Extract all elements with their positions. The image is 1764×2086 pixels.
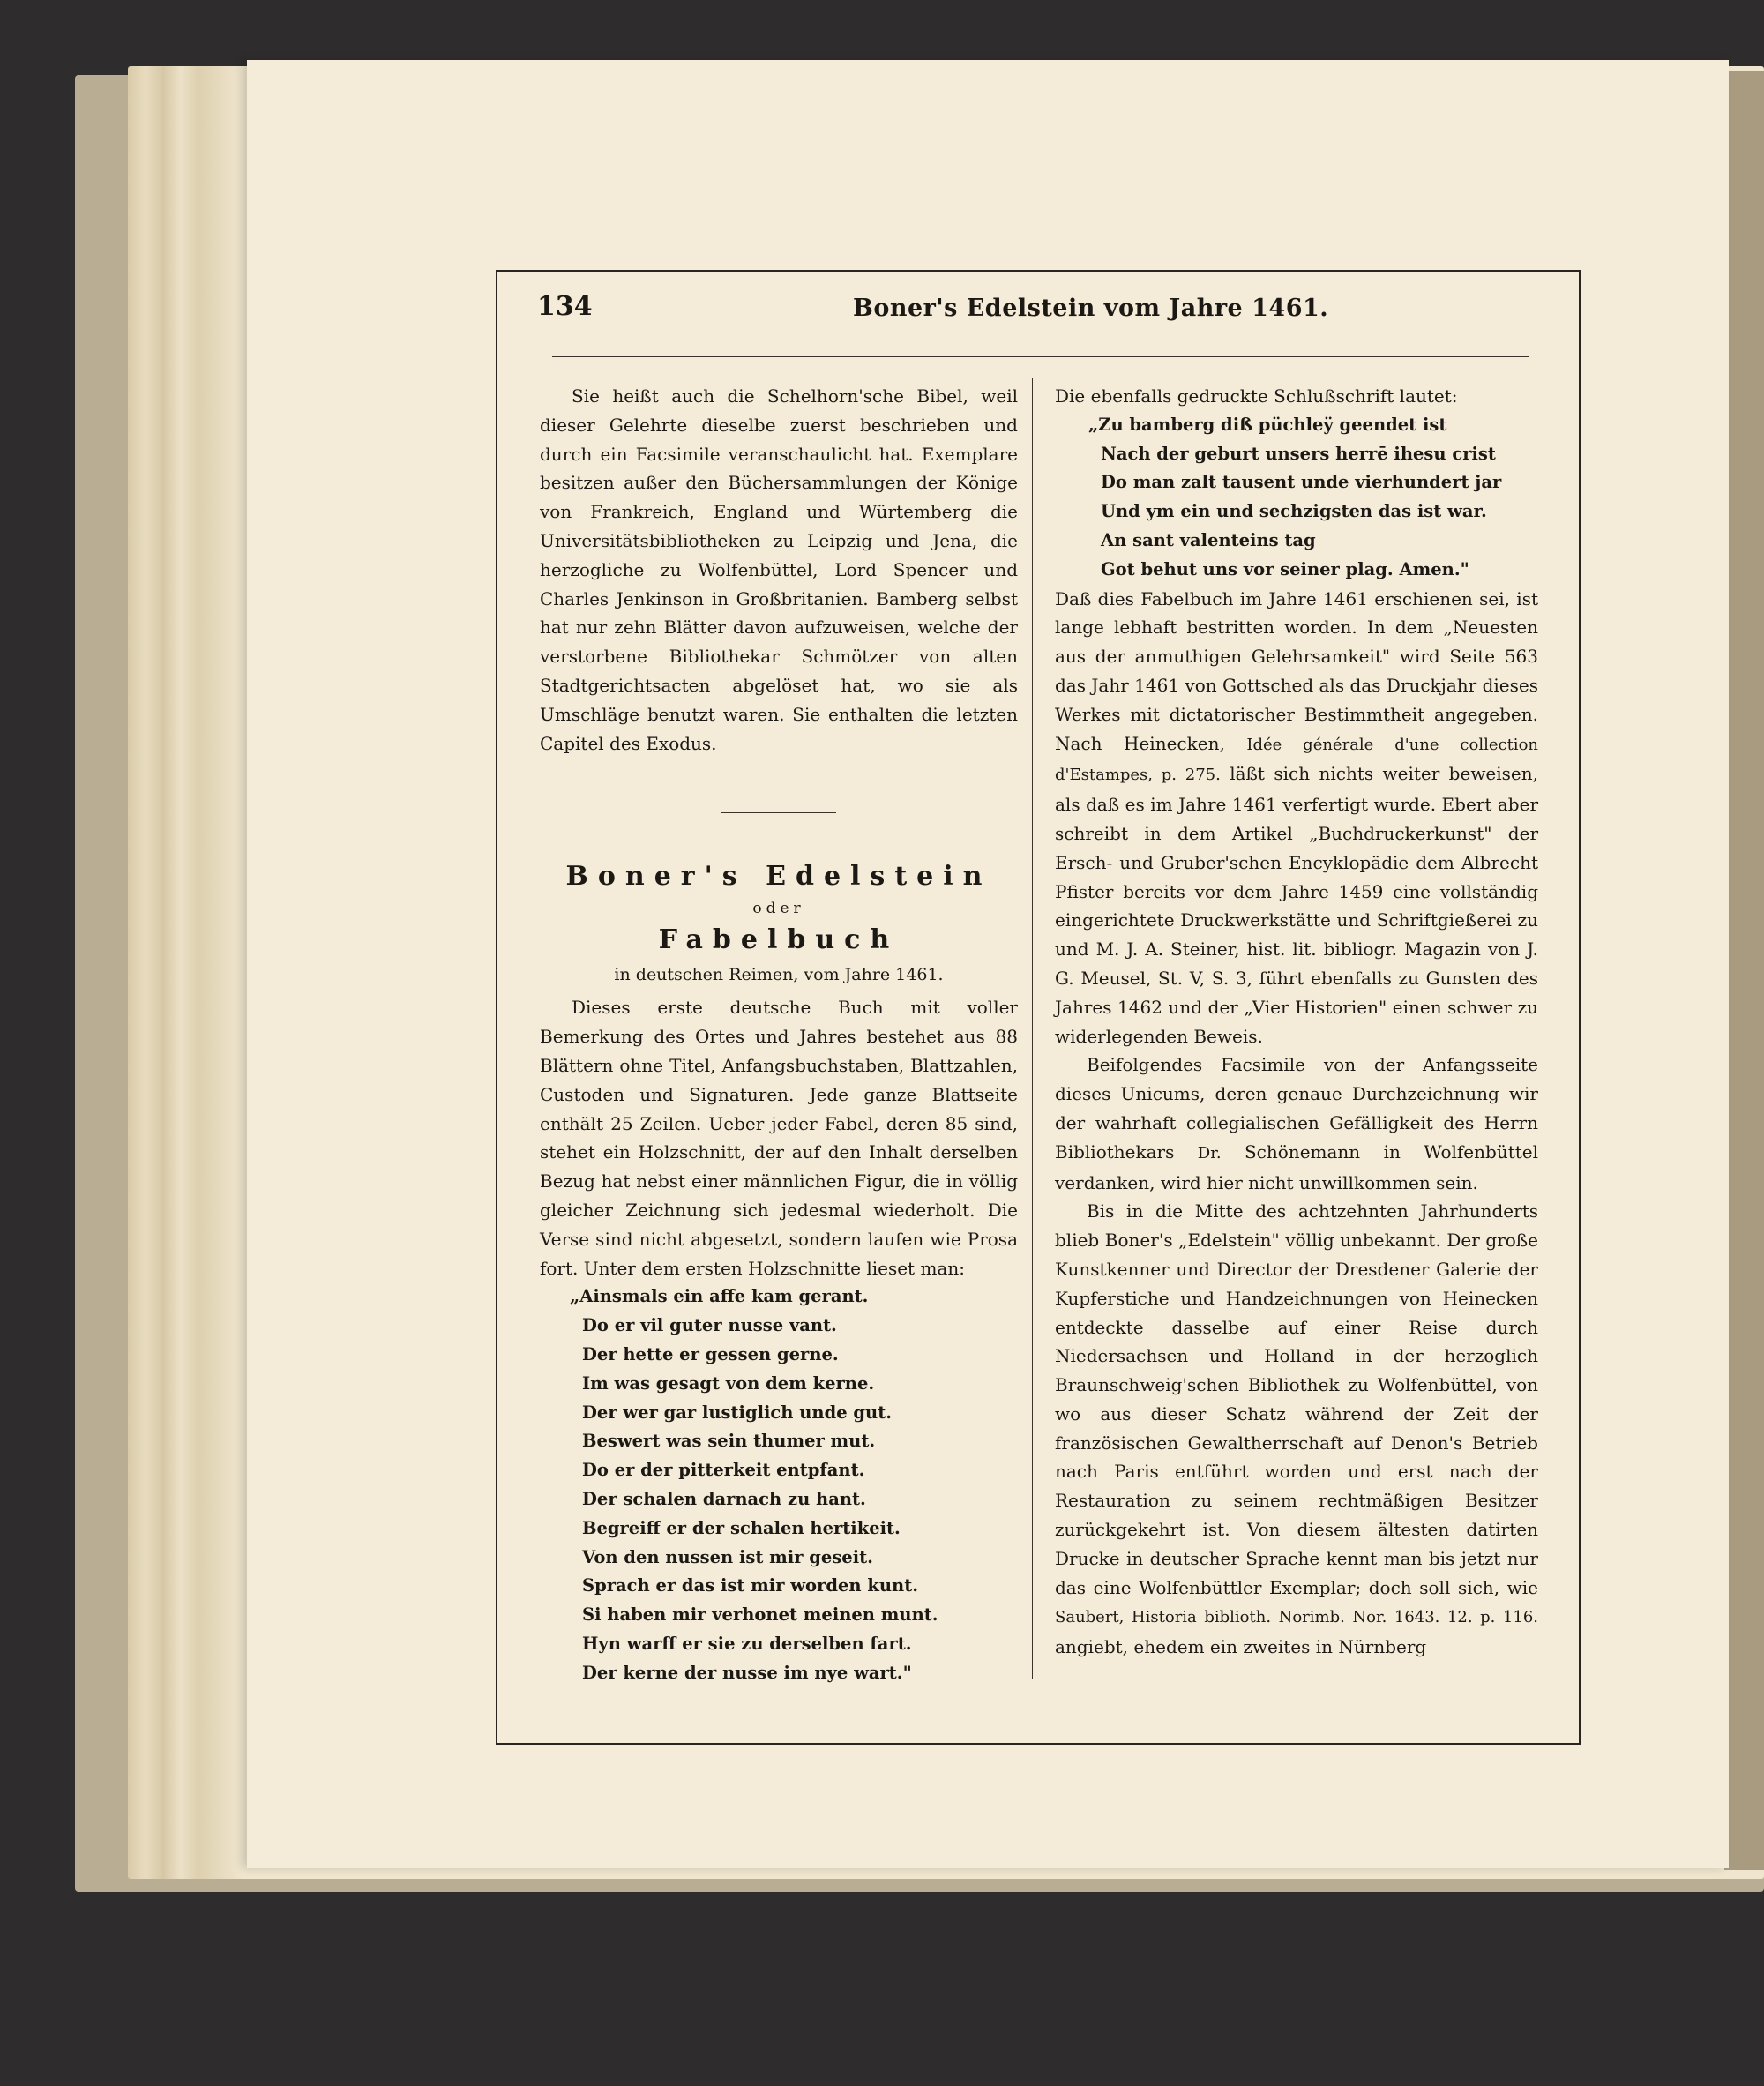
verse-line: Sprach er das ist mir worden kunt.: [582, 1575, 918, 1596]
verse-line: Der kerne der nusse im nye wart.": [582, 1662, 912, 1683]
paragraph-history: [1055, 1197, 1538, 1662]
colophon-verse: [1055, 411, 1538, 585]
section-title-fabelbuch: Fabelbuch: [658, 924, 900, 956]
verse-line: Nach der geburt unsers herrē ihesu crist: [1101, 443, 1496, 464]
text-run: Bis in die Mitte des achtzehnten Jahrhunderts blieb Boner's „Edelstein" völlig unbekannt. Der große Kunstkenner und Director der Dresdener Galerie der Kupferstiche und Handzeichnungen von Heinecken entdeckte dasselbe auf einer Reise durch Niedersachsen und Holland in der herzoglich Braunschweig'schen Bibliothek zu Wolfenbüttel, von wo aus dieser Schatz während der Zeit der französischen Gewaltherrschaft auf Denon's Betrieb nach Paris entführt worden und erst nach der Restauration zu seinem rechtmäßigen Besitzer zurückgekehrt ist. Von diesem ältesten datirten Drucke in deutscher Sprache kennt man bis jetzt nur das eine Wolfenbüttler Exemplar; doch soll sich, wie: [1055, 1200, 1538, 1598]
citation-saubert: Saubert, Historia biblioth. Norimb. Nor. 1643. 12. p. 116.: [1055, 1608, 1538, 1627]
paragraph-facsimile: [1055, 1050, 1538, 1197]
running-title: Boner's Edelstein vom Jahre 1461.: [853, 295, 1329, 322]
right-column: [1055, 382, 1538, 1662]
section-title: Boner's Edelstein: [565, 861, 992, 893]
left-column: [540, 382, 1018, 1687]
verse-line: Got behut uns vor seiner plag. Amen.": [1101, 558, 1469, 579]
intro-paragraph: Sie heißt auch die Schelhorn'sche Bibel, weil dieser Gelehrte dieselbe zuerst beschrieben und durch ein Facsimile veranschaulicht hat. Exemplare besitzen außer den Büchersammlungen der Könige von Frankreich, England und Würtemberg die Universitätsbibliotheken zu Leipzig und Jena, die herzogliche zu Wolfenbüttel, Lord Spencer und Charles Jenkinson in Großbritanien. Bamberg selbst hat nur zehn Blätter davon aufzuweisen, welche der verstorbene Bibliothekar Schmötzer von alten Stadtgerichtsacten abgelöset hat, wo sie als Umschläge benutzt waren. Sie enthalten die letzten Capitel des Exodus.: [540, 385, 1018, 754]
verse-line: Hyn warff er sie zu derselben fart.: [582, 1633, 912, 1654]
page-number: 134: [537, 291, 593, 322]
colophon-intro: Die ebenfalls gedruckte Schlußschrift lautet:: [1055, 385, 1458, 407]
next-page-edge: [1724, 71, 1764, 1870]
text-run: läßt sich nichts weiter beweisen, als daß es im Jahre 1461 verfertigt wurde. Ebert aber schreibt in dem Artikel „Buchdruckerkunst" der Ersch- und Gruber'schen Encyklopädie dem Albrecht Pfister bereits vor dem Jahre 1459 eine vollständig eingerichtete Druckwerkstätte und Schriftgießerei zu und M. J. A. Steiner, hist. lit. bibliogr. Magazin von J. G. Meusel, St. V, S. 3, führt ebenfalls zu Gunsten des Jahres 1462 und der „Vier Historien" einen schwer zu widerlegenden Beweis.: [1055, 763, 1539, 1047]
section-divider: [721, 812, 836, 813]
header-rule: [552, 356, 1529, 357]
verse-line: Si haben mir verhonet meinen munt.: [582, 1604, 938, 1626]
text-run: Schönemann in Wolfenbüttel verdanken, wird hier nicht unwillkommen sein.: [1055, 1140, 1539, 1193]
verse-line: Und ym ein und sechzigsten das ist war.: [1101, 501, 1487, 522]
text-run: Daß dies Fabelbuch im Jahre 1461 erschienen sei, ist lange lebhaft bestritten worden. In dem „Neuesten aus der anmuthigen Gelehrsamkeit" wird Seite 563 das Jahr 1461 von Gottsched als das Druckjahr dieses Werkes mit dictatorischer Bestimmtheit angegeben. Nach Heinecken,: [1055, 587, 1538, 754]
paragraph-dating: [1055, 585, 1538, 1051]
verse-line: Der wer gar lustiglich unde gut.: [582, 1402, 893, 1423]
section-title-oder: oder: [752, 900, 805, 918]
body-paragraph: Dieses erste deutsche Buch mit voller Bemerkung des Ortes und Jahres bestehet aus 88 Blättern ohne Titel, Anfangsbuchstaben, Blattzahlen, Custoden und Signaturen. Jede ganze Blattseite enthält 25 Zeilen. Ueber jeder Fabel, deren 85 sind, stehet ein Holzschnitt, der auf den Inhalt derselben Bezug hat nebst einer männlichen Figur, die in völlig gleicher Zeichnung sich jedesmal wiederholt. Die Verse sind nicht abgesetzt, sondern laufen wie Prosa fort. Unter dem ersten Holzschnitte lieset man:: [540, 997, 1018, 1279]
verse-line: Von den nussen ist mir geseit.: [582, 1546, 873, 1567]
verse-line: „Zu bamberg diß püchleÿ geendet ist: [1088, 414, 1447, 435]
text-run: angiebt, ehedem ein zweites in Nürnberg: [1055, 1636, 1427, 1658]
verse-line: Do er vil guter nusse vant.: [582, 1315, 837, 1336]
column-divider: [1032, 378, 1033, 1679]
section-subtitle: in deutschen Reimen, vom Jahre 1461.: [614, 965, 944, 985]
verse-line: „Ainsmals ein affe kam gerant.: [570, 1286, 869, 1307]
verse-line: Begreiff er der schalen hertikeit.: [582, 1517, 901, 1538]
citation-heinecken: Idée générale d'une collection d'Estampes, p. 275.: [1055, 735, 1538, 785]
verse-line: Der hette er gessen gerne.: [582, 1343, 839, 1364]
page-frame: [496, 270, 1581, 1745]
title-dr: Dr.: [1197, 1143, 1222, 1163]
page-header: [537, 291, 1534, 335]
fable-verse: [540, 1282, 1018, 1687]
verse-line: An sant valenteins tag: [1101, 529, 1316, 550]
verse-line: Beswert was sein thumer mut.: [582, 1431, 876, 1452]
text-run: Beifolgendes Facsimile von der Anfangsseite dieses Unicums, deren genaue Durchzeichnung wir der wahrhaft collegialischen Gefälligkeit des Herrn Bibliothekars: [1055, 1054, 1538, 1163]
verse-line: Im was gesagt von dem kerne.: [582, 1372, 875, 1394]
verse-line: Der schalen darnach zu hant.: [582, 1488, 866, 1509]
verse-line: Do man zalt tausent unde vierhundert jar: [1101, 472, 1502, 493]
verse-line: Do er der pitterkeit entpfant.: [582, 1460, 865, 1481]
